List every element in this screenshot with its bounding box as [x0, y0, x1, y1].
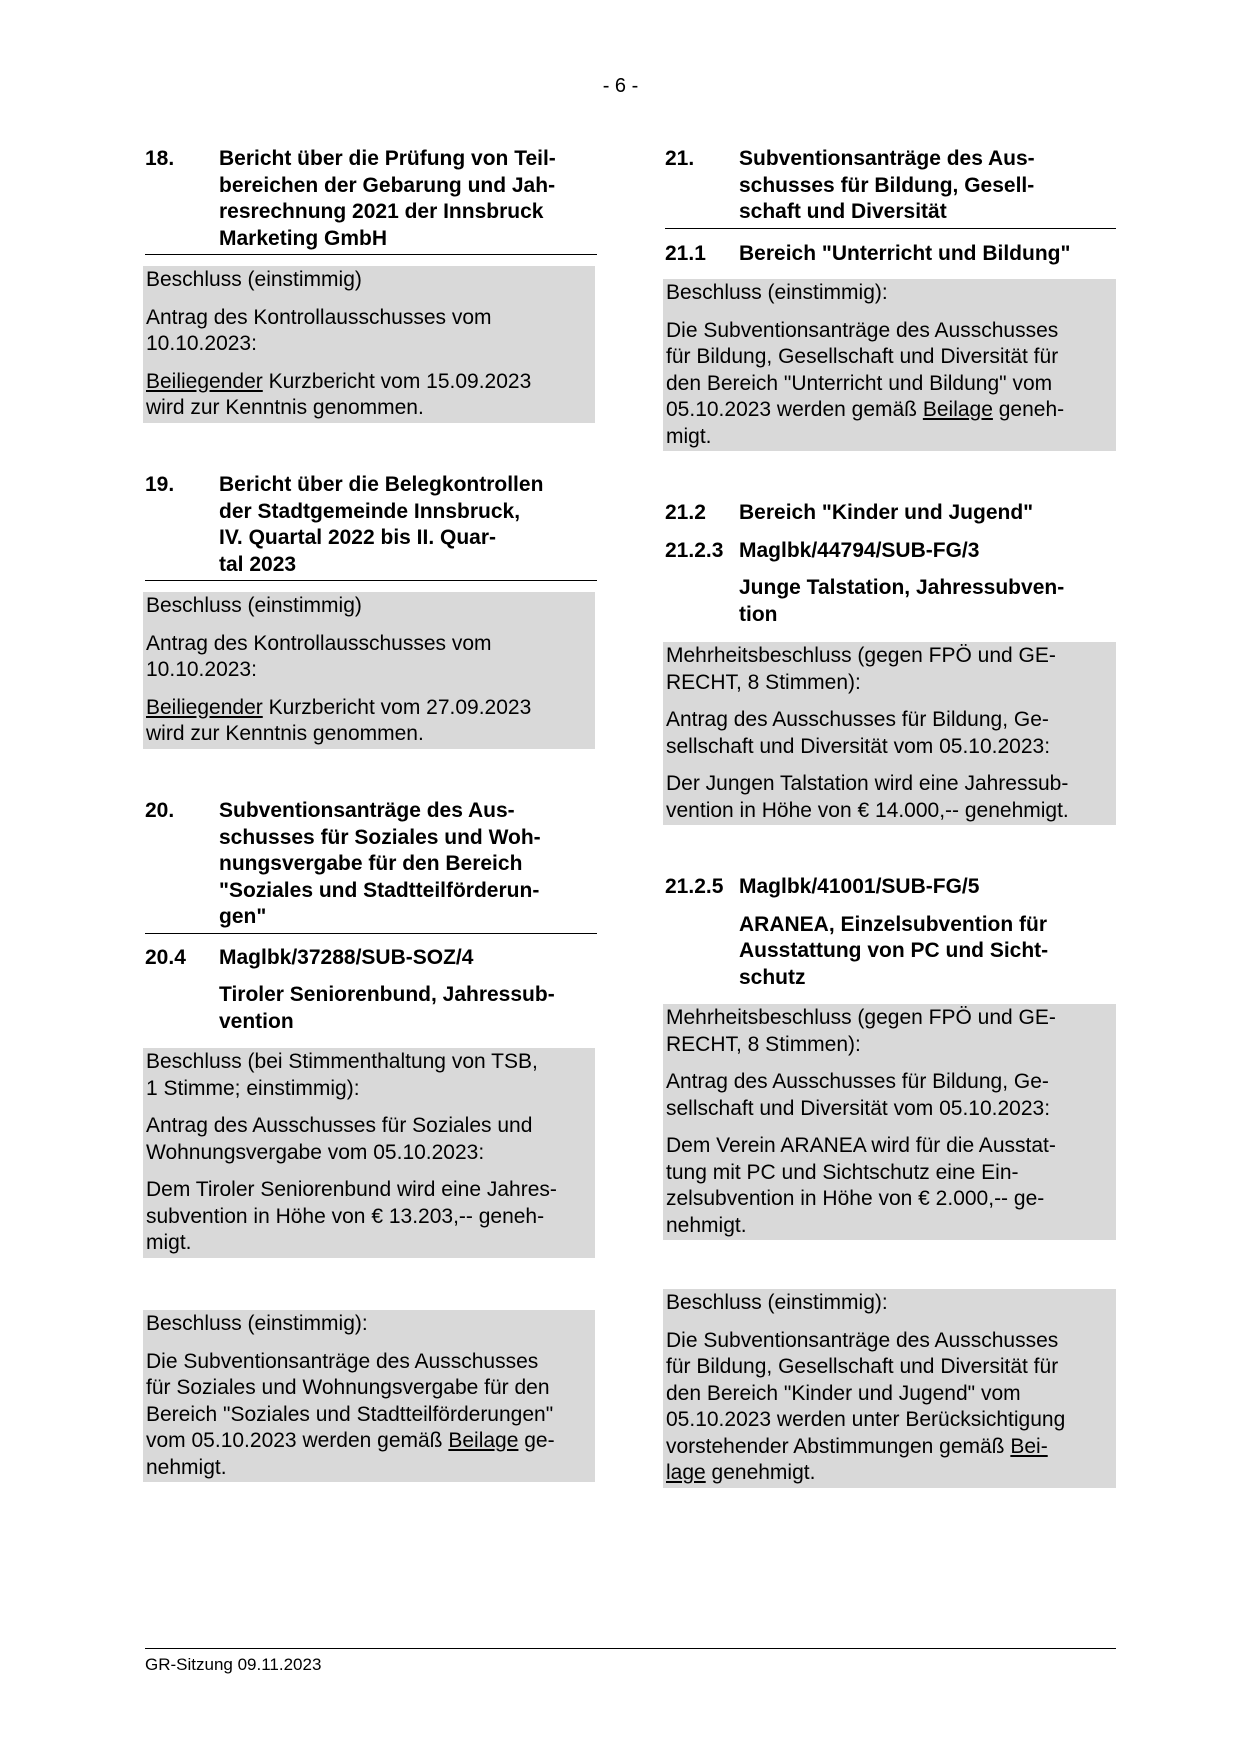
motion-text: Antrag des Ausschusses für Bildung, Ge- sellschaft und Diversität vom 05.10.2023: — [666, 708, 1051, 758]
subsection-21-1-resolution-box — [663, 279, 1116, 451]
section-number: 20. — [145, 799, 175, 822]
attachment-link[interactable]: Beiliegender — [146, 695, 263, 719]
subsection-21-2 — [665, 500, 1116, 628]
section-20-heading — [145, 798, 597, 934]
resolution-label: Beschluss (einstimmig): — [146, 1312, 368, 1335]
attachment-link[interactable]: Beilage — [922, 398, 993, 421]
section-21 — [665, 146, 1116, 267]
subsection-code: Maglbk/41001/SUB-FG/5 — [739, 875, 980, 898]
resolution-text: Dem Verein ARANEA wird für die Ausstat- tung mit PC und Sichtschutz eine Ein- zelsubvention in Höhe von € 2.000,-- ge- nehmigt. — [666, 1134, 1056, 1237]
subsection-title: Bereich "Kinder und Jugend" — [739, 501, 1034, 524]
resolution-text: Die Subventionsanträge des Ausschusses für Soziales und Wohnungsvergabe für den Bereich "Soziales und Stadtteilförderungen" vom 05.10.2023 werden gemäß Beilage ge- nehmigt. — [146, 1349, 555, 1479]
section-19 — [145, 472, 597, 581]
resolution-text: Dem Tiroler Seniorenbund wird eine Jahres- subvention in Höhe von € 13.203,-- geneh- migt. — [146, 1178, 557, 1254]
subsection-code: Maglbk/37288/SUB-SOZ/4 — [219, 945, 474, 969]
section-21-final-resolution-box — [663, 1289, 1116, 1488]
subsection-number: 21.2.3 — [665, 538, 724, 562]
subsection-number: 21.1 — [665, 241, 706, 265]
subsection-number: 21.2 — [665, 501, 706, 524]
resolution-text: Beiliegender Kurzbericht vom 15.09.2023 wird zur Kenntnis genommen. — [146, 369, 532, 419]
subsection-number: 21.2.5 — [665, 875, 724, 898]
section-title: Subventionsanträge des Aus- schusses für Soziales und Woh- nungsvergabe für den Bereich "Soziales und Stadtteilförderun- gen" — [219, 799, 541, 928]
attachment-link[interactable]: Bei- — [1010, 1434, 1048, 1458]
subsection-21-2-5-resolution-box — [663, 1004, 1116, 1240]
resolution-text: Die Subventionsanträge des Ausschusses für Bildung, Gesellschaft und Diversität für den Bereich "Kinder und Jugend" vom 05.10.2023 werden unter Berücksichtigung vorstehender Abstimmungen gemäß Bei- lage genehmigt. — [666, 1328, 1066, 1484]
section-number: 21. — [665, 147, 695, 170]
attachment-link[interactable]: Beiliegender — [146, 369, 263, 393]
subsection-title: Bereich "Unterricht und Bildung" — [739, 241, 1071, 265]
resolution-text: Der Jungen Talstation wird eine Jahressub- vention in Höhe von € 14.000,-- genehmigt. — [666, 772, 1069, 822]
page-footer — [145, 1648, 1116, 1675]
resolution-label: Beschluss (einstimmig) — [146, 268, 362, 291]
subsection-code: Maglbk/44794/SUB-FG/3 — [739, 538, 980, 562]
section-20-final-resolution-box — [143, 1310, 595, 1482]
motion-text: Antrag des Ausschusses für Soziales und Wohnungsvergabe vom 05.10.2023: — [146, 1114, 533, 1164]
section-title: Bericht über die Belegkontrollen der Stadtgemeinde Innsbruck, IV. Quartal 2022 bis II. Quar- tal 2023 — [219, 473, 544, 576]
section-title: Bericht über die Prüfung von Teil- bereichen der Gebarung und Jah- resrechnung 2021 der Innsbruck Marketing GmbH — [219, 147, 556, 250]
resolution-label: Beschluss (bei Stimmenthaltung von TSB, 1 Stimme; einstimmig): — [146, 1050, 538, 1100]
section-number: 18. — [145, 147, 175, 170]
subsection-21-1-heading — [665, 241, 1116, 268]
subsection-20-4-resolution-box — [143, 1048, 595, 1258]
subsection-title: Junge Talstation, Jahressubven- tion — [739, 576, 1065, 626]
section-number: 19. — [145, 473, 175, 496]
subsection-21-2-5 — [665, 874, 1116, 991]
subsection-title: Tiroler Seniorenbund, Jahressub- vention — [219, 983, 555, 1033]
motion-text: Antrag des Ausschusses für Bildung, Ge- sellschaft und Diversität vom 05.10.2023: — [666, 1070, 1051, 1120]
section-title: Subventionsanträge des Aus- schusses für Bildung, Gesell- schaft und Diversität — [739, 147, 1035, 223]
resolution-label: Beschluss (einstimmig): — [666, 281, 888, 304]
motion-text: Antrag des Kontrollausschusses vom 10.10.2023: — [146, 631, 492, 681]
attachment-link[interactable]: lage — [666, 1461, 706, 1484]
subsection-number: 20.4 — [145, 945, 186, 969]
section-18 — [145, 146, 597, 255]
subsection-21-2-heading — [665, 500, 1116, 527]
subsection-21-2-3-heading — [665, 538, 1116, 565]
footer-text: GR-Sitzung 09.11.2023 — [145, 1655, 322, 1674]
subsection-title: ARANEA, Einzelsubvention für Ausstattung von PC und Sicht- schutz — [739, 912, 1049, 989]
section-19-heading — [145, 472, 597, 581]
resolution-text: Beiliegender Kurzbericht vom 27.09.2023 wird zur Kenntnis genommen. — [146, 695, 532, 745]
subsection-21-2-5-heading — [665, 874, 1116, 901]
section-21-heading — [665, 146, 1116, 229]
subsection-21-2-3-resolution-box — [663, 642, 1116, 825]
resolution-label: Mehrheitsbeschluss (gegen FPÖ und GE- RECHT, 8 Stimmen): — [666, 1006, 1056, 1056]
section-20 — [145, 798, 597, 1035]
section-19-resolution-box — [143, 592, 595, 749]
section-18-heading — [145, 146, 597, 255]
motion-text: Antrag des Kontrollausschusses vom 10.10.2023: — [146, 305, 492, 355]
section-18-resolution-box — [143, 266, 595, 423]
resolution-label: Beschluss (einstimmig) — [146, 594, 362, 617]
attachment-link[interactable]: Beilage — [448, 1429, 519, 1452]
page-number: - 6 - — [602, 75, 639, 97]
resolution-label: Beschluss (einstimmig): — [666, 1291, 888, 1314]
resolution-text: Die Subventionsanträge des Ausschusses für Bildung, Gesellschaft und Diversität für den Bereich "Unterricht und Bildung" vom 05.10.2023 werden gemäß Beilage geneh- migt. — [666, 318, 1065, 448]
resolution-label: Mehrheitsbeschluss (gegen FPÖ und GE- RECHT, 8 Stimmen): — [666, 644, 1056, 694]
subsection-20-4-heading — [145, 945, 597, 972]
